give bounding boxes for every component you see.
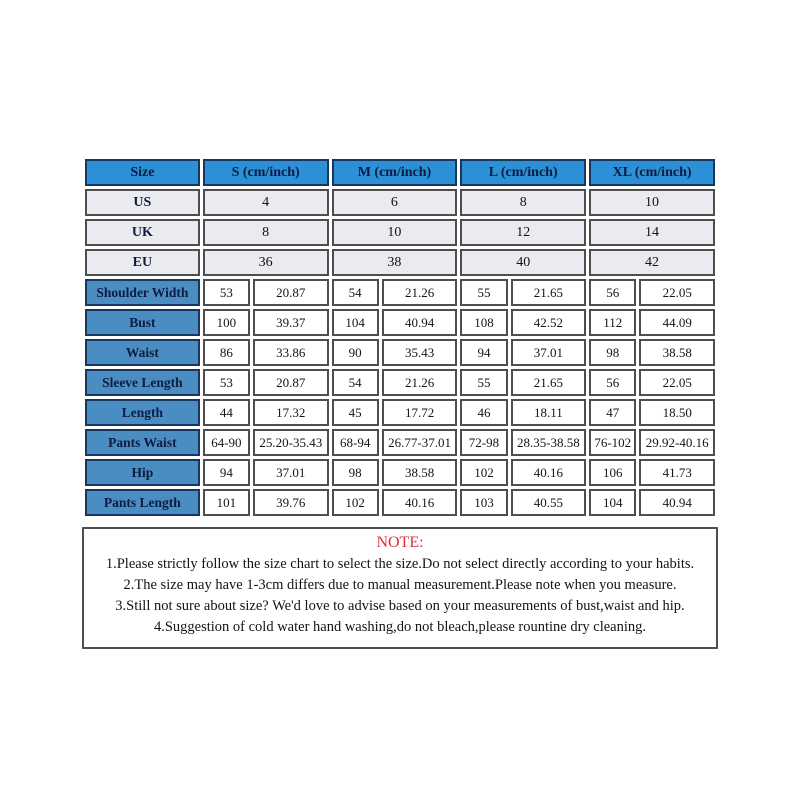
size-value-cell: 36 (203, 249, 329, 276)
size-value-cell: 40 (460, 249, 586, 276)
cm-value-cell: 54 (332, 369, 379, 396)
inch-value-cell: 39.76 (253, 489, 328, 516)
inch-value-cell: 28.35-38.58 (511, 429, 586, 456)
size-value-cell: 8 (460, 189, 586, 216)
inch-value-cell: 37.01 (253, 459, 328, 486)
cm-value-cell: 102 (332, 489, 379, 516)
cm-value-cell: 56 (589, 279, 636, 306)
cm-value-cell: 53 (203, 279, 250, 306)
inch-value-cell: 25.20-35.43 (253, 429, 328, 456)
row-label: Pants Length (85, 489, 200, 516)
inch-value-cell: 21.26 (382, 369, 458, 396)
row-label: Sleeve Length (85, 369, 200, 396)
size-value-cell: 14 (589, 219, 715, 246)
cm-value-cell: 54 (332, 279, 379, 306)
inch-value-cell: 29.92-40.16 (639, 429, 715, 456)
cm-value-cell: 94 (460, 339, 507, 366)
size-value-cell: 8 (203, 219, 329, 246)
inch-value-cell: 40.55 (511, 489, 586, 516)
note-line: 4.Suggestion of cold water hand washing,do not bleach,please rountine dry cleaning. (153, 619, 647, 635)
row-label: Length (85, 399, 200, 426)
cm-value-cell: 104 (589, 489, 636, 516)
size-value-cell: 4 (203, 189, 329, 216)
size-value-cell: 38 (332, 249, 458, 276)
cm-value-cell: 46 (460, 399, 507, 426)
note-box (82, 527, 718, 649)
row-label: EU (85, 249, 200, 276)
inch-value-cell: 20.87 (253, 279, 328, 306)
inch-value-cell: 44.09 (639, 309, 715, 336)
cm-value-cell: 94 (203, 459, 250, 486)
inch-value-cell: 35.43 (382, 339, 458, 366)
inch-value-cell: 41.73 (639, 459, 715, 486)
cm-value-cell: 101 (203, 489, 250, 516)
inch-value-cell: 17.32 (253, 399, 328, 426)
note-lines (86, 554, 714, 638)
size-chart (82, 156, 718, 649)
inch-value-cell: 26.77-37.01 (382, 429, 458, 456)
cm-value-cell: 76-102 (589, 429, 636, 456)
row-label: Bust (85, 309, 200, 336)
measurement-row (85, 489, 715, 516)
cm-value-cell: 55 (460, 369, 507, 396)
cm-value-cell: 98 (332, 459, 379, 486)
measurement-row (85, 429, 715, 456)
inch-value-cell: 21.65 (511, 279, 586, 306)
cm-value-cell: 90 (332, 339, 379, 366)
row-label: Waist (85, 339, 200, 366)
cm-value-cell: 108 (460, 309, 507, 336)
note-line: 2.The size may have 1-3cm differs due to manual measurement.Please note when you measure. (123, 577, 677, 593)
measurement-row (85, 279, 715, 306)
cm-value-cell: 68-94 (332, 429, 379, 456)
inch-value-cell: 40.94 (382, 309, 458, 336)
cm-value-cell: 104 (332, 309, 379, 336)
column-header: S (cm/inch) (203, 159, 329, 186)
note-line: 3.Still not sure about size? We'd love to advise based on your measurements of bust,waist and hip. (115, 598, 685, 614)
cm-value-cell: 102 (460, 459, 507, 486)
inch-value-cell: 40.16 (511, 459, 586, 486)
note-line: 1.Please strictly follow the size chart to select the size.Do not select directly according to your habits. (105, 556, 695, 572)
measurement-row (85, 339, 715, 366)
inch-value-cell: 39.37 (253, 309, 328, 336)
inch-value-cell: 17.72 (382, 399, 458, 426)
inch-value-cell: 42.52 (511, 309, 586, 336)
size-value-cell: 42 (589, 249, 715, 276)
cm-value-cell: 72-98 (460, 429, 507, 456)
cm-value-cell: 98 (589, 339, 636, 366)
inch-value-cell: 18.50 (639, 399, 715, 426)
column-header: XL (cm/inch) (589, 159, 715, 186)
inch-value-cell: 21.26 (382, 279, 458, 306)
cm-value-cell: 56 (589, 369, 636, 396)
cm-value-cell: 55 (460, 279, 507, 306)
inch-value-cell: 40.16 (382, 489, 458, 516)
measurement-row (85, 369, 715, 396)
inch-value-cell: 38.58 (639, 339, 715, 366)
column-header: L (cm/inch) (460, 159, 586, 186)
cm-value-cell: 44 (203, 399, 250, 426)
size-value-cell: 6 (332, 189, 458, 216)
inch-value-cell: 33.86 (253, 339, 328, 366)
cm-value-cell: 45 (332, 399, 379, 426)
inch-value-cell: 40.94 (639, 489, 715, 516)
row-label: UK (85, 219, 200, 246)
inch-value-cell: 20.87 (253, 369, 328, 396)
size-chart-table (82, 156, 718, 519)
inch-value-cell: 18.11 (511, 399, 586, 426)
inch-value-cell: 22.05 (639, 279, 715, 306)
size-value-cell: 10 (589, 189, 715, 216)
region-row (85, 219, 715, 246)
region-row (85, 189, 715, 216)
region-row (85, 249, 715, 276)
header-row (85, 159, 715, 186)
note-title: NOTE: (376, 534, 424, 551)
measurement-row (85, 399, 715, 426)
cm-value-cell: 106 (589, 459, 636, 486)
row-label: US (85, 189, 200, 216)
row-label: Shoulder Width (85, 279, 200, 306)
row-label: Hip (85, 459, 200, 486)
cm-value-cell: 53 (203, 369, 250, 396)
measurement-row (85, 309, 715, 336)
measurement-row (85, 459, 715, 486)
inch-value-cell: 21.65 (511, 369, 586, 396)
cm-value-cell: 86 (203, 339, 250, 366)
cm-value-cell: 112 (589, 309, 636, 336)
row-label: Pants Waist (85, 429, 200, 456)
size-value-cell: 12 (460, 219, 586, 246)
cm-value-cell: 100 (203, 309, 250, 336)
inch-value-cell: 22.05 (639, 369, 715, 396)
inch-value-cell: 37.01 (511, 339, 586, 366)
inch-value-cell: 38.58 (382, 459, 458, 486)
cm-value-cell: 47 (589, 399, 636, 426)
cm-value-cell: 64-90 (203, 429, 250, 456)
cm-value-cell: 103 (460, 489, 507, 516)
column-header: M (cm/inch) (332, 159, 458, 186)
size-corner-header: Size (85, 159, 200, 186)
size-value-cell: 10 (332, 219, 458, 246)
